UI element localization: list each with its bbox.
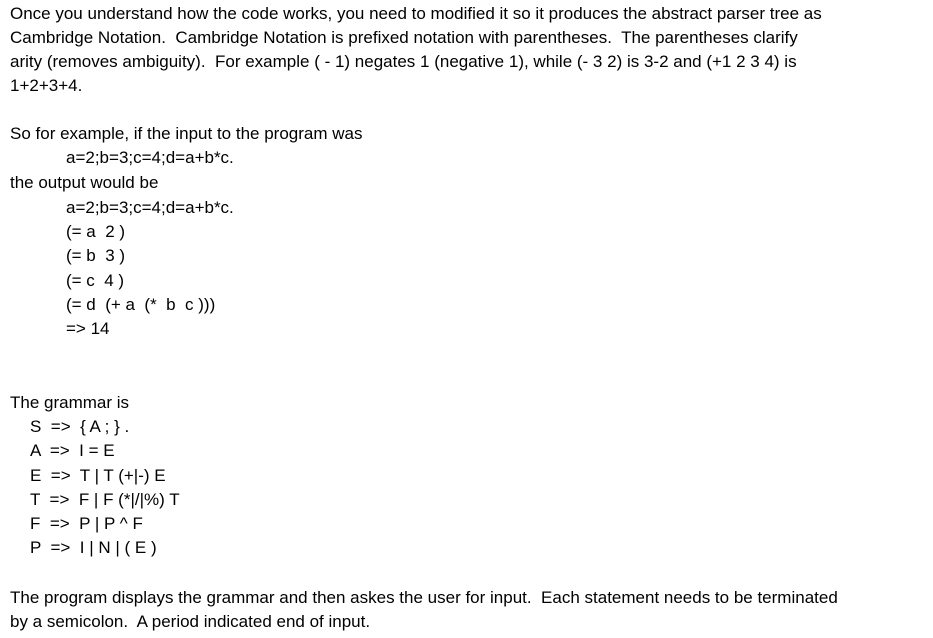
grammar-heading: The grammar is [10,393,130,412]
grammar-rule: T => F | F (*|/|%) T [30,490,180,509]
example-output-line: (= d (+ a (* b c ))) [66,295,216,314]
closing-line: by a semicolon. A period indicated end of input. [10,612,371,631]
example-output-line: (= c 4 ) [66,271,125,290]
example-output-line: a=2;b=3;c=4;d=a+b*c. [66,198,234,217]
grammar-rule: E => T | T (+|-) E [30,466,166,485]
closing-line: The program displays the grammar and then askes the user for input. Each statement needs to be terminated [10,588,838,607]
grammar-rule: A => I = E [30,441,115,460]
example-result-line: => 14 [66,319,110,338]
example-output-lead: the output would be [10,173,159,192]
intro-line: 1+2+3+4. [10,76,83,95]
example-output-line: (= b 3 ) [66,246,126,265]
grammar-rule: F => P | P ^ F [30,514,143,533]
intro-line: Cambridge Notation. Cambridge Notation is prefixed notation with parentheses. The parentheses clarify [10,28,798,47]
grammar-rule: P => I | N | ( E ) [30,538,157,557]
intro-line: Once you understand how the code works, you need to modified it so it produces the abstract parser tree as [10,4,822,23]
example-output-line: (= a 2 ) [66,222,126,241]
example-lead: So for example, if the input to the program was [10,124,363,143]
intro-line: arity (removes ambiguity). For example ( - 1) negates 1 (negative 1), while (- 3 2) is 3-2 and (+1 2 3 4) is [10,52,797,71]
grammar-rule: S => { A ; } . [30,417,130,436]
example-input: a=2;b=3;c=4;d=a+b*c. [66,148,234,167]
